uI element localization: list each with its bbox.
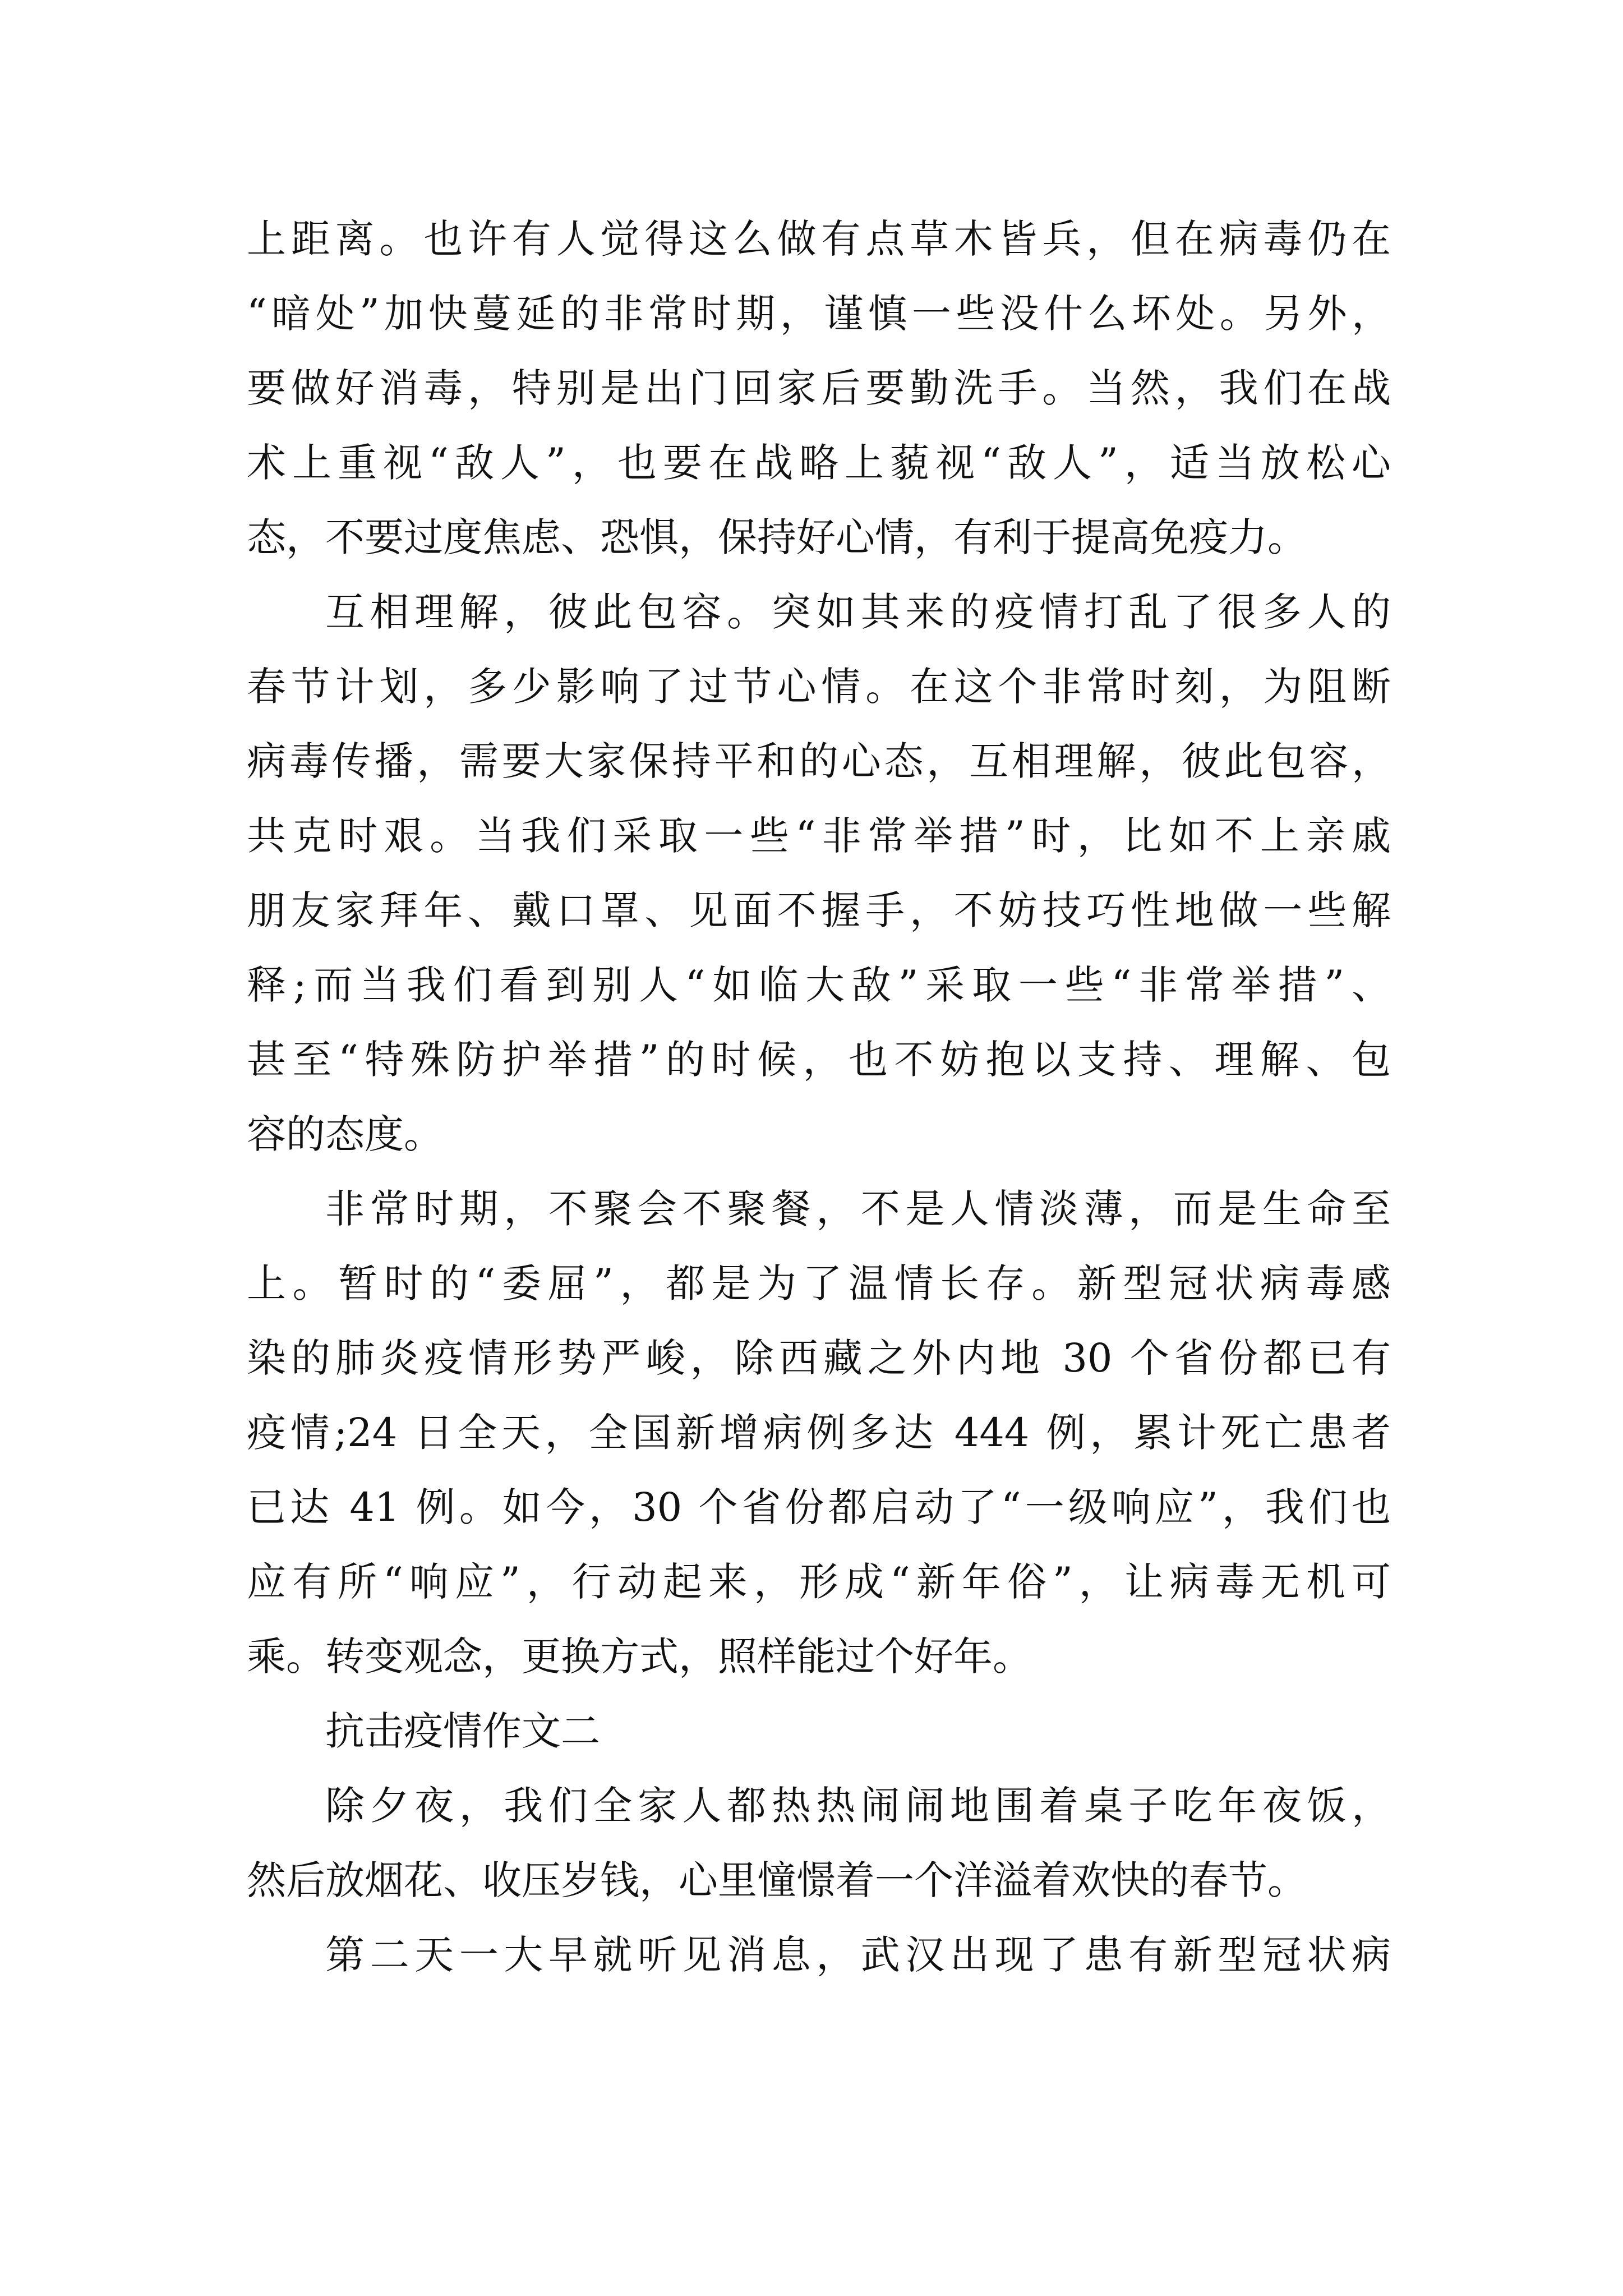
text-line: 术上重视“敌人”，也要在战略上藐视“敌人”，适当放松心 bbox=[247, 440, 1391, 486]
text-line: 释;而当我们看到别人“如临大敌”采取一些“非常举措”、 bbox=[247, 962, 1391, 1008]
paragraph-first-line: 第二天一大早就听见消息，武汉出现了患有新型冠状病 bbox=[325, 1932, 1391, 1978]
text-line: 甚至“特殊防护举措”的时候，也不妨抱以支持、理解、包 bbox=[247, 1037, 1391, 1083]
text-line: 态，不要过度焦虑、恐惧，保持好心情，有利于提高免疫力。 bbox=[247, 514, 1307, 560]
text-line: “暗处”加快蔓延的非常时期，谨慎一些没什么坏处。另外， bbox=[247, 291, 1391, 337]
text-line: 应有所“响应”，行动起来，形成“新年俗”，让病毒无机可 bbox=[247, 1559, 1391, 1605]
text-line: 病毒传播，需要大家保持平和的心态，互相理解，彼此包容， bbox=[247, 738, 1391, 784]
text-line: 疫情;24 日全天，全国新增病例多达 444 例，累计死亡患者 bbox=[247, 1410, 1391, 1456]
text-line: 乘。转变观念，更换方式，照样能过个好年。 bbox=[247, 1634, 1032, 1680]
text-line: 要做好消毒，特别是出门回家后要勤洗手。当然，我们在战 bbox=[247, 365, 1391, 411]
document-body bbox=[247, 202, 1391, 1993]
text-line: 共克时艰。当我们采取一些“非常举措”时，比如不上亲戚 bbox=[247, 813, 1391, 859]
text-line: 然后放烟花、收压岁钱，心里憧憬着一个洋溢着欢快的春节。 bbox=[247, 1857, 1307, 1903]
paragraph-first-line: 互相理解，彼此包容。突如其来的疫情打乱了很多人的 bbox=[325, 589, 1391, 635]
text-line: 春节计划，多少影响了过节心情。在这个非常时刻，为阻断 bbox=[247, 664, 1391, 710]
text-line: 上距离。也许有人觉得这么做有点草木皆兵，但在病毒仍在 bbox=[247, 216, 1391, 262]
text-line: 容的态度。 bbox=[247, 1111, 443, 1157]
text-line: 已达 41 例。如今，30 个省份都启动了“一级响应”，我们也 bbox=[247, 1484, 1391, 1530]
text-line: 染的肺炎疫情形势严峻，除西藏之外内地 30 个省份都已有 bbox=[247, 1335, 1391, 1381]
text-line: 上。暂时的“委屈”，都是为了温情长存。新型冠状病毒感 bbox=[247, 1260, 1391, 1306]
paragraph-first-line: 除夕夜，我们全家人都热热闹闹地围着桌子吃年夜饭， bbox=[325, 1783, 1391, 1829]
text-line: 朋友家拜年、戴口罩、见面不握手，不妨技巧性地做一些解 bbox=[247, 887, 1391, 933]
section-heading: 抗击疫情作文二 bbox=[325, 1708, 600, 1754]
paragraph-first-line: 非常时期，不聚会不聚餐，不是人情淡薄，而是生命至 bbox=[325, 1186, 1391, 1232]
